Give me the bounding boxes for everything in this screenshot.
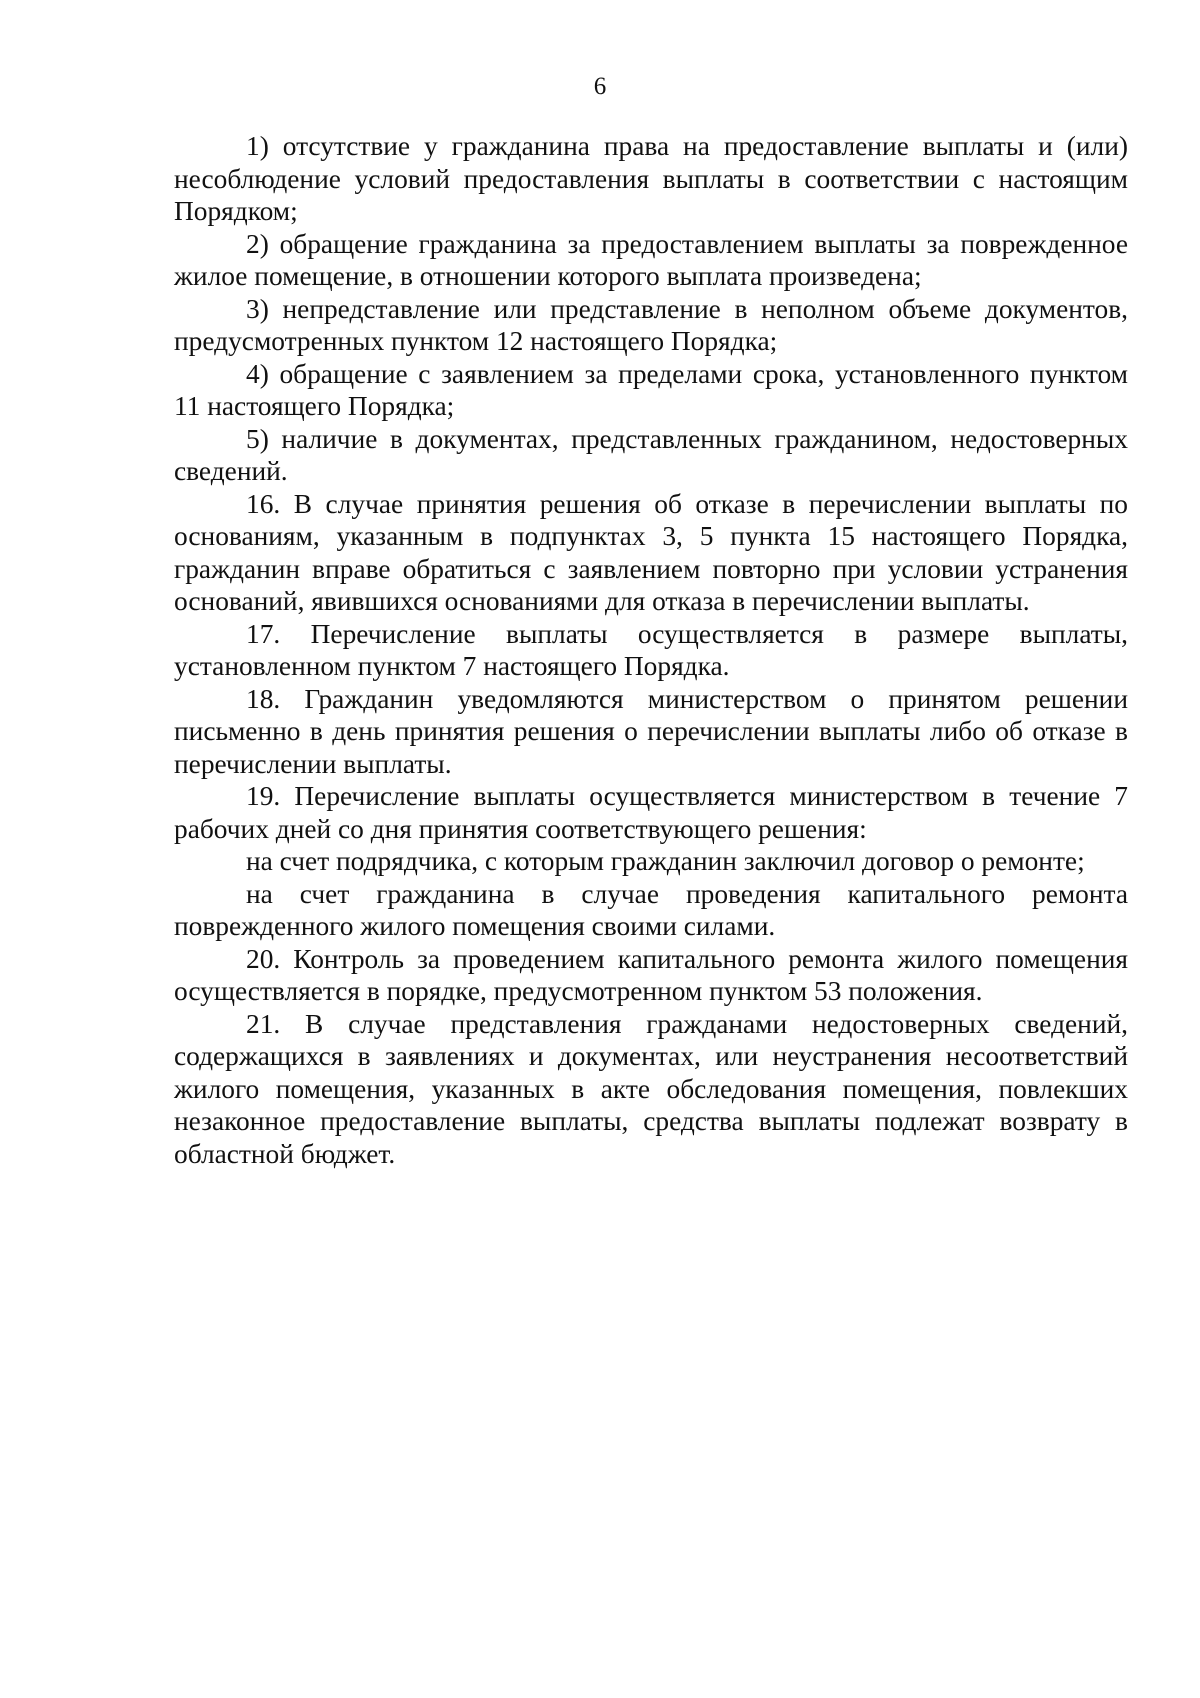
document-body	[174, 130, 1128, 1170]
paragraph-item-4: 4) обращение с заявлением за пределами срока, установленного пунктом 11 настоящего Порядка;	[174, 358, 1128, 421]
paragraph-clause-19: 19. Перечисление выплаты осуществляется министерством в течение 7 рабочих дней со дня принятия соответствующего решения:	[174, 781, 1128, 844]
paragraph-item-2: 2) обращение гражданина за предоставлением выплаты за поврежденное жилое помещение, в отношении которого выплата произведена;	[174, 228, 1128, 291]
paragraph-clause-21: 21. В случае представления гражданами недостоверных сведений, содержащихся в заявлениях и документах, или неустранения несоответствий жилого помещения, указанных в акте обследования помещения, повлекших незаконное предоставление выплаты, средства выплаты подлежат возврату в областной бюджет.	[174, 1008, 1128, 1169]
paragraph-item-1: 1) отсутствие у гражданина права на предоставление выплаты и (или) несоблюдение условий предоставления выплаты в соответствии с настоящим Порядком;	[174, 131, 1128, 226]
paragraph-clause-18: 18. Гражданин уведомляются министерством о принятом решении письменно в день принятия решения о перечислении выплаты либо об отказе в перечислении выплаты.	[174, 683, 1128, 779]
paragraph-clause-19-citizen: на счет гражданина в случае проведения капитального ремонта поврежденного жилого помещения своими силами.	[174, 878, 1128, 941]
paragraph-clause-16: 16. В случае принятия решения об отказе в перечислении выплаты по основаниям, указанным в подпунктах 3, 5 пункта 15 настоящего Порядка, гражданин вправе обратиться с заявлением повторно при условии устранения оснований, явившихся основаниями для отказа в перечислении выплаты.	[174, 488, 1128, 616]
paragraph-item-5: 5) наличие в документах, представленных гражданином, недостоверных сведений.	[174, 423, 1128, 486]
paragraph-clause-17: 17. Перечисление выплаты осуществляется в размере выплаты, установленном пунктом 7 настоящего Порядка.	[174, 618, 1128, 681]
paragraph-clause-19-contractor: на счет подрядчика, с которым гражданин заключил договор о ремонте;	[246, 846, 1085, 876]
paragraph-clause-20: 20. Контроль за проведением капитального ремонта жилого помещения осуществляется в порядке, предусмотренном пунктом 53 положения.	[174, 943, 1128, 1006]
paragraph-item-3: 3) непредставление или представление в неполном объеме документов, предусмотренных пунктом 12 настоящего Порядка;	[174, 293, 1128, 356]
page-number: 6	[593, 73, 607, 100]
